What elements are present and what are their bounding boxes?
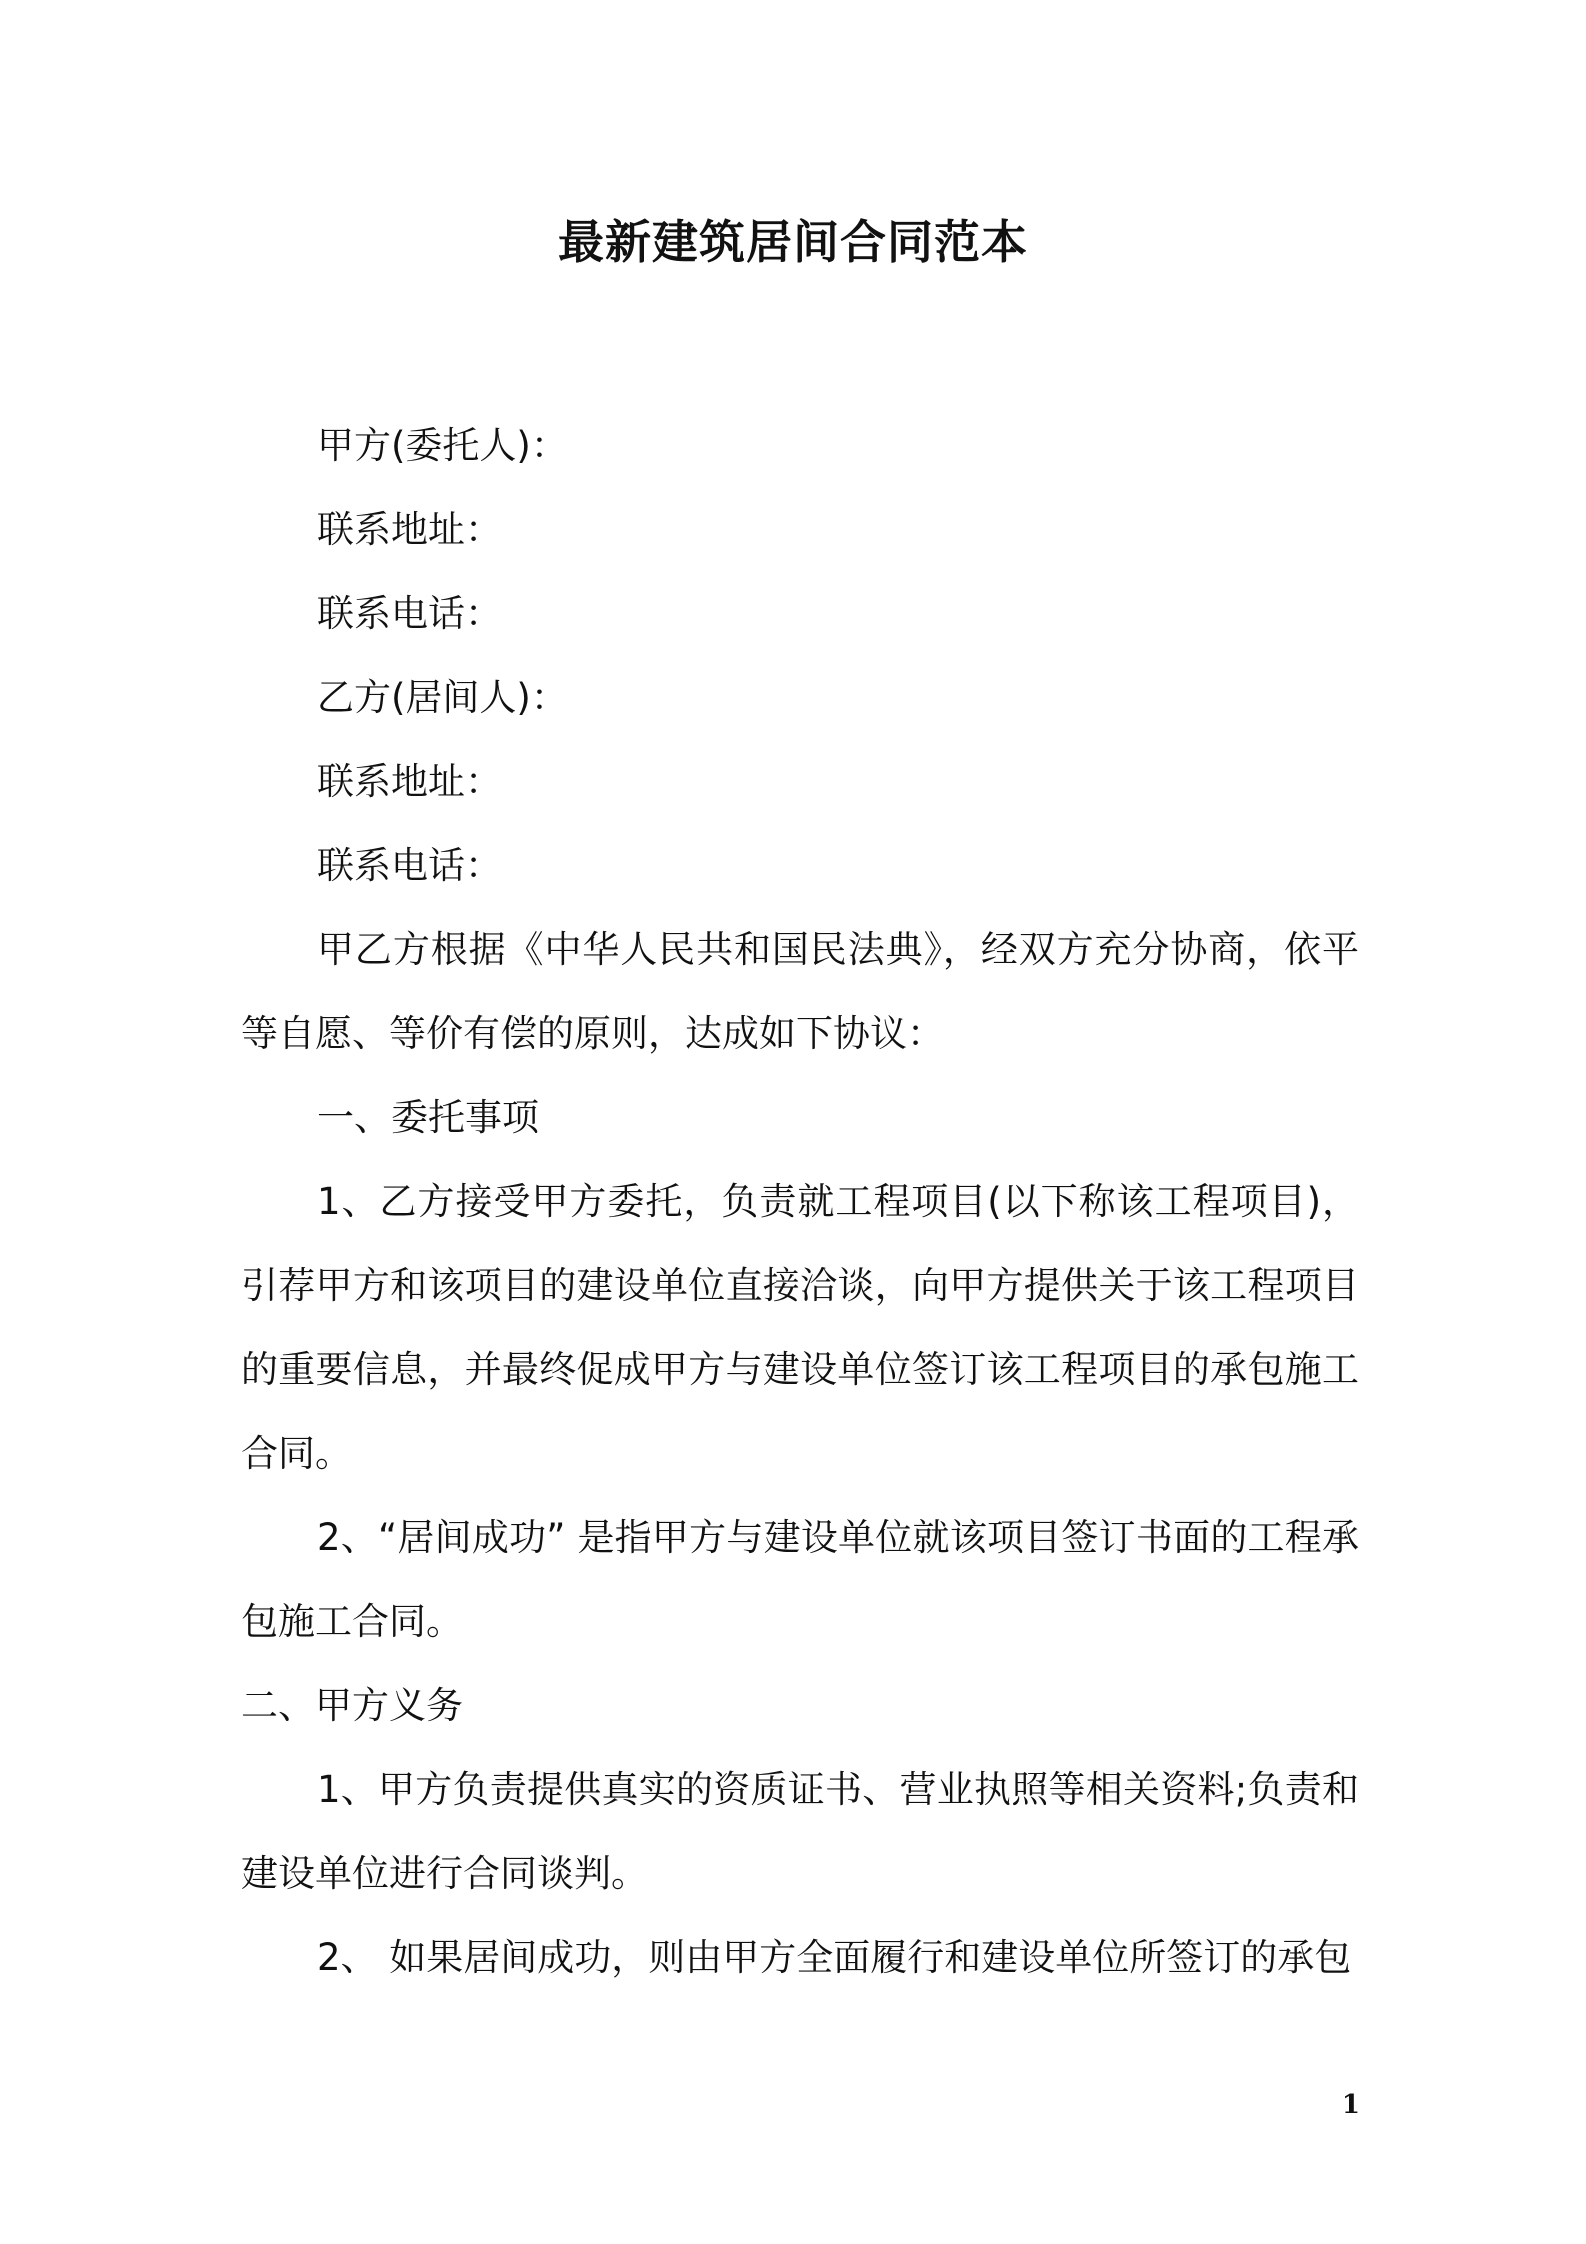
clause-1-2: 2、“居间成功” 是指甲方与建设单位就该项目签订书面的工程承包施工合同。 bbox=[241, 1516, 1359, 1643]
party-b-address-label: 联系地址： bbox=[317, 760, 502, 803]
section-heading-party-a-obligations: 二、甲方义务 bbox=[241, 1684, 463, 1727]
preamble-paragraph: 甲乙方根据《中华人民共和国民法典》，经双方充分协商，依平等自愿、等价有偿的原则，达成如下协议： bbox=[241, 928, 1359, 1055]
party-b-phone-label: 联系电话： bbox=[317, 844, 502, 887]
clause-2-1: 1、甲方负责提供真实的资质证书、营业执照等相关资料;负责和建设单位进行合同谈判。 bbox=[241, 1768, 1359, 1895]
document-title: 最新建筑居间合同范本 bbox=[558, 215, 1028, 269]
party-a-label: 甲方(委托人)： bbox=[317, 424, 568, 467]
section-heading-commission: 一、委托事项 bbox=[317, 1096, 539, 1139]
party-a-address-label: 联系地址： bbox=[317, 508, 502, 551]
party-a-phone-label: 联系电话： bbox=[317, 592, 502, 635]
page-number: 1 bbox=[1341, 2090, 1360, 2120]
document-body bbox=[241, 404, 1359, 2000]
clause-1-1: 1、乙方接受甲方委托，负责就工程项目(以下称该工程项目)，引荐甲方和该项目的建设单位直接洽谈，向甲方提供关于该工程项目的重要信息，并最终促成甲方与建设单位签订该工程项目的承包施工合同。 bbox=[241, 1180, 1359, 1475]
clause-2-2: 2、 如果居间成功，则由甲方全面履行和建设单位所签订的承包 bbox=[317, 1936, 1352, 1979]
party-b-label: 乙方(居间人)： bbox=[317, 676, 568, 719]
